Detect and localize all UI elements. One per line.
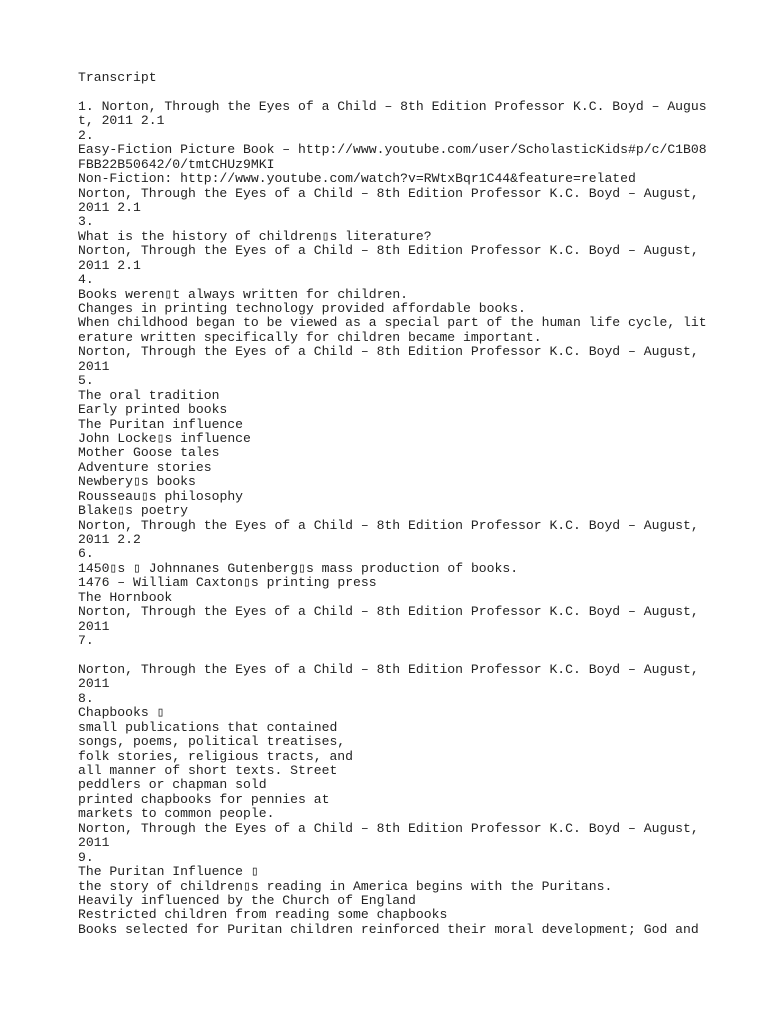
transcript-page bbox=[78, 71, 758, 937]
text-line: 8. bbox=[78, 690, 94, 706]
text-line: Newbery▯s books bbox=[78, 474, 196, 490]
text-line: The Hornbook bbox=[78, 589, 173, 605]
text-line: 1476 – William Caxton▯s printing press bbox=[78, 575, 377, 591]
text-line: Norton, Through the Eyes of a Child – 8th Edition Professor K.C. Boyd – August, bbox=[78, 604, 699, 620]
text-line: 2011 bbox=[78, 676, 110, 692]
text-line: t, 2011 2.1 bbox=[78, 113, 165, 129]
text-line: Changes in printing technology provided affordable books. bbox=[78, 301, 526, 316]
transcript-body bbox=[78, 100, 758, 937]
text-line: Norton, Through the Eyes of a Child – 8th Edition Professor K.C. Boyd – August, bbox=[78, 820, 699, 836]
text-line: The Puritan Influence ▯ bbox=[78, 864, 259, 880]
text-line: Non-Fiction: http://www.youtube.com/watch?v=RWtxBqr1C44&feature=related bbox=[78, 171, 636, 187]
text-line: markets to common people. bbox=[78, 806, 275, 822]
text-line: 3. bbox=[78, 214, 94, 230]
text-line: 2011 2.1 bbox=[78, 257, 141, 273]
text-line: Norton, Through the Eyes of a Child – 8th Edition Professor K.C. Boyd – August, bbox=[78, 185, 699, 201]
text-line: Norton, Through the Eyes of a Child – 8th Edition Professor K.C. Boyd – August, bbox=[78, 344, 699, 360]
document-title: Transcript bbox=[78, 70, 157, 85]
text-line: small publications that contained bbox=[78, 719, 338, 735]
text-line: When childhood began to be viewed as a special part of the human life cycle, lit bbox=[78, 315, 707, 331]
text-line: 2011 2.1 bbox=[78, 199, 141, 215]
text-line: Norton, Through the Eyes of a Child – 8th Edition Professor K.C. Boyd – August, bbox=[78, 661, 699, 677]
text-line: songs, poems, political treatises, bbox=[78, 734, 346, 750]
text-line: Mother Goose tales bbox=[78, 445, 220, 461]
text-line: erature written specifically for children became important. bbox=[78, 329, 542, 345]
text-line: Adventure stories bbox=[78, 459, 212, 475]
text-line: What is the history of children▯s literature? bbox=[78, 228, 432, 244]
blank-line bbox=[78, 649, 758, 663]
text-line: John Locke▯s influence bbox=[78, 430, 251, 446]
text-line: FBB22B50642/0/tmtCHUz9MKI bbox=[78, 156, 275, 172]
text-line: peddlers or chapman sold bbox=[78, 777, 267, 793]
text-line: The oral tradition bbox=[78, 387, 220, 403]
text-line: 9. bbox=[78, 849, 94, 865]
text-line: 2011 2.2 bbox=[78, 532, 141, 547]
text-line: Norton, Through the Eyes of a Child – 8th Edition Professor K.C. Boyd – August, bbox=[78, 243, 699, 259]
text-line: Norton, Through the Eyes of a Child – 8th Edition Professor K.C. Boyd – August, bbox=[78, 517, 699, 533]
text-line: Heavily influenced by the Church of England bbox=[78, 892, 416, 908]
text-line: 2011 bbox=[78, 835, 110, 851]
text-line: Rousseau▯s philosophy bbox=[78, 488, 244, 504]
text-line: Early printed books bbox=[78, 402, 228, 418]
text-line: Restricted children from reading some chapbooks bbox=[78, 907, 448, 923]
text-line: 1450▯s ▯ Johnnanes Gutenberg▯s mass production of books. bbox=[78, 560, 519, 576]
text-line: 2. bbox=[78, 127, 94, 143]
text-line: folk stories, religious tracts, and bbox=[78, 748, 354, 764]
text-line: 6. bbox=[78, 546, 94, 562]
text-line: Chapbooks ▯ bbox=[78, 705, 165, 721]
text-line: 7. bbox=[78, 633, 94, 649]
text-line: all manner of short texts. Street bbox=[78, 763, 338, 778]
text-line: 2011 bbox=[78, 618, 110, 634]
text-line: the story of children▯s reading in America begins with the Puritans. bbox=[78, 878, 613, 894]
text-line: Blake▯s poetry bbox=[78, 503, 189, 519]
text-line: Books selected for Puritan children reinforced their moral development; God and bbox=[78, 921, 699, 937]
text-line: printed chapbooks for pennies at bbox=[78, 791, 330, 807]
text-line: The Puritan influence bbox=[78, 416, 244, 432]
text-line: 2011 bbox=[78, 358, 110, 374]
text-line: Books weren▯t always written for children. bbox=[78, 286, 409, 302]
text-line: 1. Norton, Through the Eyes of a Child – 8th Edition Professor K.C. Boyd – Augus bbox=[78, 98, 707, 114]
text-line: 4. bbox=[78, 272, 94, 288]
text-line: Easy-Fiction Picture Book – http://www.youtube.com/user/ScholasticKids#p/c/C1B08 bbox=[78, 142, 707, 158]
text-line: 5. bbox=[78, 373, 94, 389]
